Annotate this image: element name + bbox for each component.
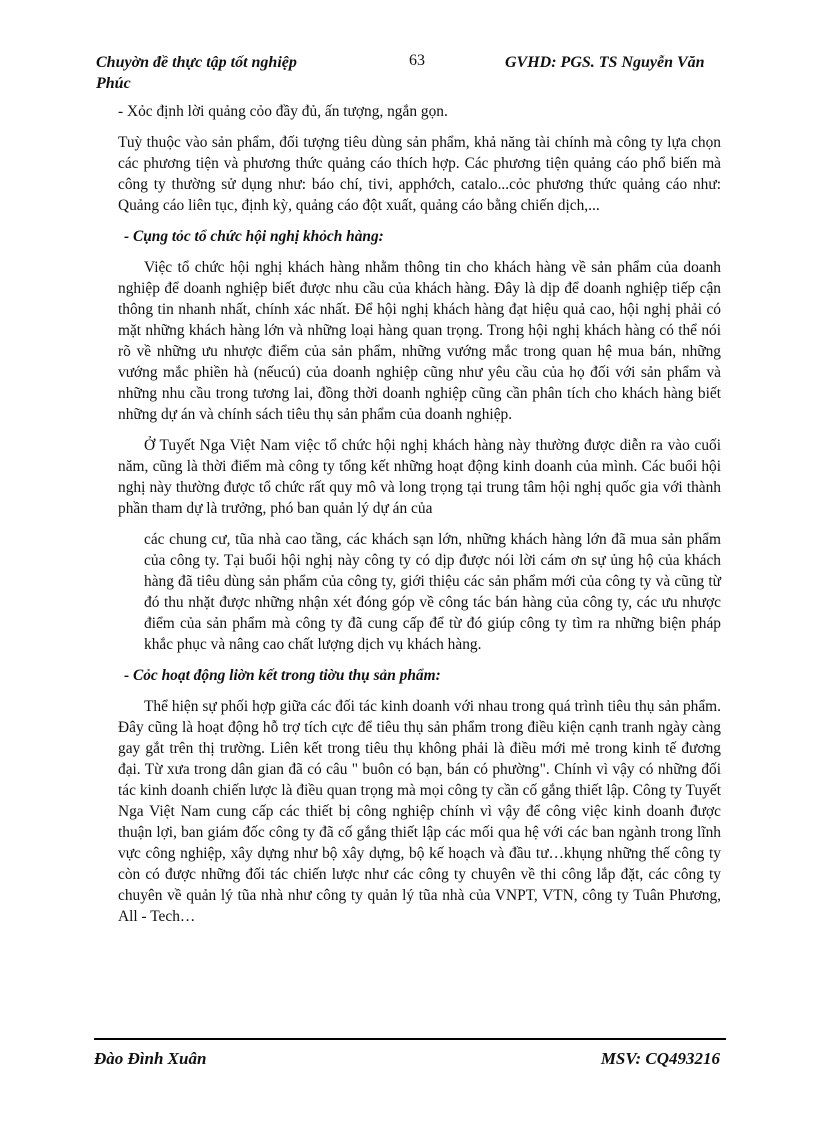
page-number: 63 xyxy=(409,52,425,69)
paragraph-advertising-media: Tuỳ thuộc vào sản phẩm, đối tượng tiêu dùng sản phẩm, khả năng tài chính mà công ty lựa chọn các phương tiện và phương thức quảng cáo thích hợp. Các phương tiện quảng cáo phổ biến mà công ty thường sử dụng như: báo chí, tivi, apphớch, catalo...cỏc phương thức quảng cáo như: Quảng cáo liên tục, định kỳ, quảng cáo đột xuất, quảng cáo bằng chiến dịch,... xyxy=(118,134,721,214)
paragraph-message-definition: - Xỏc định lời quảng cỏo đầy đủ, ấn tượng, ngắn gọn. xyxy=(118,103,448,120)
paragraph-conference-participants: các chung cư, tũa nhà cao tầng, các khách sạn lớn, những khách hàng lớn đã mua sản phẩm của công ty. Tại buổi hội nghị này công ty có dịp được nói lời cám ơn sự ủng hộ của khách hàng đã tiêu dùng sản phẩm của công ty, giới thiệu các sản phẩm mới của công ty và cũng từ đó thu nhặt được những nhận xét đóng góp về công tác bán hàng của công ty, các ưu nhược điểm của sản phẩm mà công ty đã cung cấp để từ đó giúp công ty tìm ra những biện pháp khắc phục và nâng cao chất lượng dịch vụ khách hàng. xyxy=(144,531,721,653)
advisor-name-continued: Phúc xyxy=(96,75,131,92)
document-title xyxy=(96,52,356,94)
footer-divider xyxy=(94,1038,726,1040)
paragraph-tuyet-nga-conference: Ở Tuyết Nga Việt Nam việc tổ chức hội nghị khách hàng này thường được diễn ra vào cuối năm, cũng là thời điểm mà công ty tổng kết những hoạt động kinh doanh của mình. Các buổi hội nghị này thường được tổ chức rất quy mô và long trọng tại trung tâm hội nghị quốc gia với thành phần tham dự là trưởng, phó ban quản lý dự án của xyxy=(118,437,721,517)
section-heading-partnership: - Cỏc hoạt động liờn kết trong tiờu thụ sản phẩm: xyxy=(124,667,441,684)
paragraph-conference-purpose: Việc tổ chức hội nghị khách hàng nhằm thông tin cho khách hàng về sản phẩm của doanh nghiệp để doanh nghiệp biết được nhu cầu của khách hàng. Đây là dịp để doanh nghiệp tiếp cận thông tin nhanh nhất, chính xác nhất. Để hội nghị khách hàng đạt hiệu quả cao, hội nghị phải có mặt những khách hàng lớn và những loại hàng quan trọng. Trong hội nghị khách hàng có thể nói rõ về những ưu nhược điểm của sản phẩm, những vướng mắc trong quan hệ mua bán, những vướng mắc phiền hà (nếucú) của doanh nghiệp cũng như yêu cầu của họ đối với sản phẩm và những nhu cầu trong tương lai, đồng thời doanh nghiệp cũng cần phân tích cho khách hàng biết những dự án và chính sách tiêu thụ sản phẩm của doanh nghiệp. xyxy=(118,259,721,423)
paragraph-partnership-activities: Thể hiện sự phối hợp giữa các đối tác kinh doanh với nhau trong quá trình tiêu thụ sản phẩm. Đây cũng là hoạt động hỗ trợ tích cực để tiêu thụ sản phẩm trong điều kiện cạnh tranh ngày càng gay gắt trên thị trường. Liên kết trong tiêu thụ không phải là điều mới mẻ trong kinh tế đương đại. Từ xưa trong dân gian đã có câu " buôn có bạn, bán có phường". Chính vì vậy có những đối tác kinh doanh chiến lược là điều quan trọng mà mọi công ty cần cố gắng thiết lập. Công ty Tuyết Nga Việt Nam cung cấp các thiết bị công nghiệp chính vì vậy để công việc kinh doanh được thuận lợi, ban giám đốc công ty đã cố gắng thiết lập các mối qua hệ với các ban ngành trong lĩnh vực công nghiệp, xây dựng như bộ xây dựng, bộ kế hoạch và đầu tư…khụng những thế công ty còn có được những đối tác chiến lược như các công ty chuyên về thi công lắp đặt, các công ty chuyên về quản lý tũa nhà như công ty quản lý tũa nhà của VNPT, VTN, công ty Tuân Phương, All - Tech… xyxy=(118,698,721,925)
section-heading-customer-conference: - Cụng tỏc tổ chức hội nghị khỏch hàng: xyxy=(124,228,384,245)
document-title-text: Chuyờn đề thực tập tốt nghiệp xyxy=(96,54,297,71)
student-id: MSV: CQ493216 xyxy=(600,1049,720,1068)
advisor-name: GVHD: PGS. TS Nguyễn Văn xyxy=(505,54,705,71)
author-name: Đào Đình Xuân xyxy=(94,1049,207,1068)
page-body xyxy=(118,101,721,927)
